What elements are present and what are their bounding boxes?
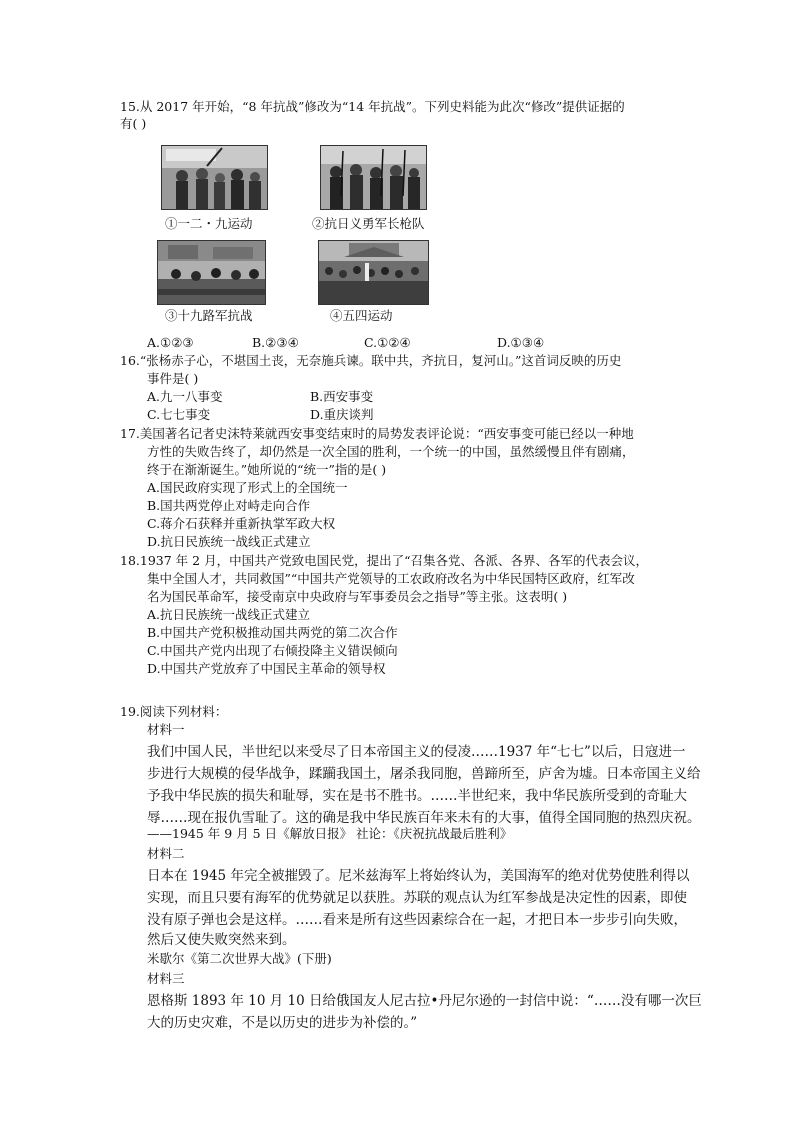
q19-material-3-line: 大的历史灾难，不是以历史的进步为补偿的。”: [147, 1015, 418, 1031]
q19-material-2-title: 材料二: [147, 846, 185, 861]
q17-option-b: B.国共两党停止对峙走向合作: [147, 498, 311, 513]
q19-material-1-line: 予我中华民族的损失和耻辱，实在是书不胜书。……半世纪来，我中华民族所受到的奇耻大: [147, 788, 687, 804]
q17-option-d: D.抗日民族统一战线正式建立: [147, 534, 311, 549]
q16-option-a: A.九一八事变: [147, 389, 223, 404]
q15-stem-line1: 15.从 2017 年开始，“8 年抗战”修改为“14 年抗战”。下列史料能为此次“修改”提供证据的: [120, 99, 625, 114]
photo-19th-route-army: [157, 240, 266, 305]
q19-material-3-line: 恩格斯 1893 年 10 月 10 日给俄国友人尼古拉•丹尼尔逊的一封信中说：“……没有哪一次巨: [147, 993, 702, 1009]
q19-material-1-line: 我们中国人民，半世纪以来受尽了日本帝国主义的侵凌……1937 年“七七”以后，日寇进一: [147, 744, 686, 760]
q16-stem-line1: 16.“张杨赤子心，不堪国土丧，无奈施兵谏。联中共，齐抗日，复河山。”这首词反映的历史: [120, 353, 622, 368]
q17-stem-line3: 终于在渐渐诞生。”她所说的“统一”指的是( ): [147, 462, 387, 477]
photo-caption-2: ②抗日义勇军长枪队: [312, 216, 425, 231]
q15-option-a: A.①②③: [147, 335, 194, 350]
q19-material-2-line: 没有原子弹也会是这样。……看来是所有这些因素综合在一起，才把日本一步步引向失败，: [147, 912, 687, 928]
q15-stem-line2: 有( ): [120, 116, 147, 131]
q18-stem-line1: 18.1937 年 2 月，中国共产党致电国民党，提出了“召集各党、各派、各界、各军的代表会议，: [120, 553, 648, 568]
q15-option-d: D.①③④: [497, 335, 545, 350]
q18-option-b: B.中国共产党积极推动国共两党的第二次合作: [147, 625, 398, 640]
q19-material-3-title: 材料三: [147, 971, 185, 986]
q17-option-c: C.蒋介石获释并重新执掌军政大权: [147, 516, 336, 531]
q18-option-d: D.中国共产党放弃了中国民主革命的领导权: [147, 661, 386, 676]
q19-intro: 19.阅读下列材料：: [120, 704, 228, 719]
q19-material-2-line: 然后又使失败突然来到。: [147, 932, 296, 948]
photo-december-ninth-movement: [161, 145, 268, 210]
q15-option-b: B.②③④: [252, 335, 299, 350]
q17-option-a: A.国民政府实现了形式上的全国统一: [147, 480, 348, 495]
q16-option-c: C.七七事变: [147, 407, 211, 422]
photo-may-fourth-movement: [318, 240, 429, 305]
q19-material-1-title: 材料一: [147, 722, 185, 737]
q19-material-2-line: 实现，而且只要有海军的优势就足以获胜。苏联的观点认为红军参战是决定性的因素，即使: [147, 890, 687, 906]
photo-caption-3: ③十九路军抗战: [165, 308, 253, 323]
q17-stem-line1: 17.美国著名记者史沫特莱就西安事变结束时的局势发表评论说：“西安事变可能已经以一种地: [120, 426, 634, 441]
q18-option-a: A.抗日民族统一战线正式建立: [147, 607, 311, 622]
q19-material-1-line: 辱……现在报仇雪耻了。这的确是我中华民族百年来未有的大事，值得全国同胞的热烈庆祝。: [147, 810, 701, 826]
photo-caption-4: ④五四运动: [330, 308, 393, 323]
q19-material-1-line: 步进行大规模的侵华战争，蹂躏我国土，屠杀我同胞，兽蹄所至，庐舍为墟。日本帝国主义给: [147, 766, 701, 782]
q17-stem-line2: 方性的失败告终了，却仍然是一次全国的胜利，一个统一的中国，虽然缓慢且伴有剧痛，: [147, 444, 635, 459]
q16-option-b: B.西安事变: [310, 389, 374, 404]
q18-stem-line3: 名为国民革命军，接受南京中央政府与军事委员会之指导”等主张。这表明( ): [147, 589, 568, 604]
q16-option-d: D.重庆谈判: [310, 407, 374, 422]
q19-material-2-line: 日本在 1945 年完全被摧毁了。尼米兹海军上将始终认为，美国海军的绝对优势使胜利得以: [147, 868, 690, 884]
q18-option-c: C.中国共产党内出现了右倾投降主义错误倾向: [147, 643, 398, 658]
photo-caption-1: ①一二・九运动: [165, 216, 253, 231]
q16-stem-line2: 事件是( ): [147, 371, 199, 386]
q15-option-c: C.①②④: [364, 335, 411, 350]
q19-material-1-source: ——1945 年 9 月 5 日《解放日报》 社论：《庆祝抗战最后胜利》: [147, 826, 513, 841]
q19-material-2-source: 米歇尔《第二次世界大战》(下册): [147, 951, 332, 966]
photo-volunteer-spear-team: [320, 145, 427, 210]
q18-stem-line2: 集中全国人才，共同救国”“中国共产党领导的工农政府改名为中华民国特区政府，红军改: [147, 571, 635, 586]
